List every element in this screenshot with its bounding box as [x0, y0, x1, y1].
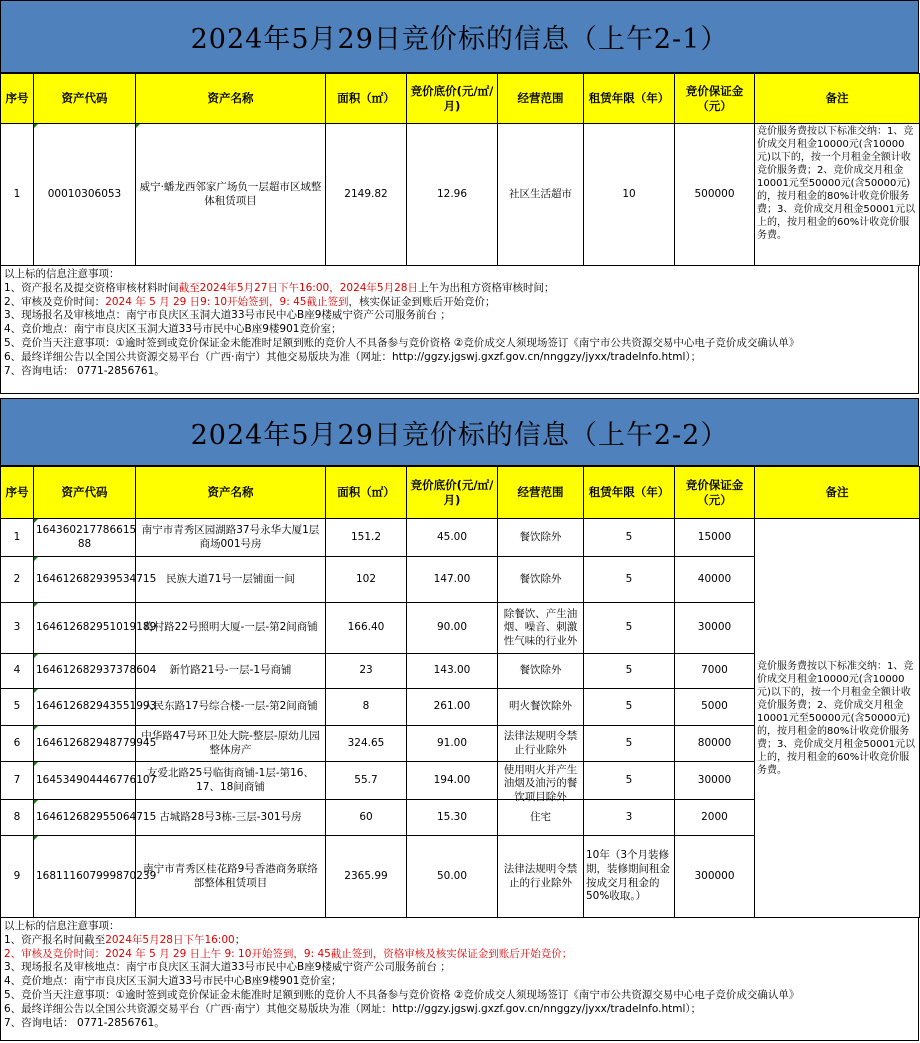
cell-price: 15.30: [407, 800, 498, 836]
cell-price: 194.00: [407, 762, 498, 800]
header-code: 资产代码: [34, 467, 136, 519]
cell-area: 166.40: [326, 603, 407, 654]
header-years: 租赁年限（年）: [584, 74, 675, 124]
cell-deposit: 7000: [675, 654, 755, 689]
cell-years: 10年（3个月装修期，装修期间租金按成交月租金的50%收取。）: [584, 836, 675, 918]
note-4: 4、竞价地点：南宁市良庆区玉洞大道33号市民中心B座9楼901竞价室；: [4, 323, 342, 336]
cell-area: 102: [326, 557, 407, 603]
note-2: 2、审核及竞价时间：2024 年 5 月 29 日上午 9: 10开始签到，9: 45截止签到，资格审核及核实保证金到账后开始竞价；: [4, 947, 573, 960]
section2-header-row: [1, 467, 920, 519]
cell-price: 147.00: [407, 557, 498, 603]
section2-title: 2024年5月29日竞价标的信息（上午2-2）: [0, 398, 919, 466]
cell-no: 1: [1, 124, 34, 266]
note-6: 6、最终详细公告以全国公共资源交易平台（广西·南宁）其他交易版块为准（网址：http://ggzy.jgswj.gxzf.gov.cn/nnggzy/jyxx/tradeInfo.html）；: [4, 1002, 702, 1015]
cell-scope: 住宅: [498, 800, 584, 836]
cell-no: 2: [1, 557, 34, 603]
cell-deposit: 500000: [675, 124, 755, 266]
section1-header-row: [1, 74, 920, 124]
note-1-part-a: 1、资产报名及提交资格审核材料时间: [4, 281, 179, 294]
note-1: [4, 934, 915, 948]
cell-area: 60: [326, 800, 407, 836]
cell-no: 4: [1, 654, 34, 689]
cell-price: 91.00: [407, 726, 498, 762]
note-3: 3、现场报名及审核地点：南宁市良庆区玉洞大道33号市民中心B座9楼威宁资产公司服务前台 ；: [4, 309, 451, 322]
cell-area: 2365.99: [326, 836, 407, 918]
cell-code: 164612682943551993: [34, 689, 136, 726]
cell-deposit: 40000: [675, 557, 755, 603]
note-heading: 以上标的信息注意事项：: [4, 268, 120, 280]
cell-scope: 除餐饮、产生油烟、噪音、刺激性气味的行业外: [498, 603, 584, 654]
cell-area: 8: [326, 689, 407, 726]
header-name: 资产名称: [136, 74, 326, 124]
cell-area: 55.7: [326, 762, 407, 800]
header-price: 竞价底价(元/㎡/月): [407, 467, 498, 519]
cell-code: 164612682951019189: [34, 603, 136, 654]
cell-years: 5: [584, 654, 675, 689]
cell-no: 9: [1, 836, 34, 918]
cell-name: 中华路47号环卫处大院-整层-原幼儿园整体房产: [136, 726, 326, 762]
cell-scope: 餐饮除外: [498, 519, 584, 557]
cell-years: 5: [584, 726, 675, 762]
header-no: 序号: [1, 74, 34, 124]
section2-notes: [0, 918, 919, 1041]
cell-deposit: 2000: [675, 800, 755, 836]
cell-scope: 法律法规明令禁止行业除外: [498, 726, 584, 762]
cell-no: 1: [1, 519, 34, 557]
cell-price: 261.00: [407, 689, 498, 726]
note-1-part-a: 1、资产报名时间截至: [4, 933, 106, 946]
cell-code: 164534904446776107: [34, 762, 136, 800]
cell-price: 90.00: [407, 603, 498, 654]
note-1-part-b: 截至2024年5月27日下午16:00，2024年5月28日: [178, 281, 418, 294]
header-area: 面积（㎡）: [326, 74, 407, 124]
cell-deposit: 300000: [675, 836, 755, 918]
cell-remark: 竞价服务费按以下标准交纳：1、竞价成交月租金10000元(含10000元)以下的，按一个月租金全额计收竞价服务费；2、竞价成交月租金10001元至50000元(含50000元)的，按月租金的80%计收竞价服务费；3、竞价成交月租金50001元以上的，按月租金的60%计收竞价服务费。: [755, 519, 920, 918]
cell-no: 6: [1, 726, 34, 762]
cell-scope: 社区生活超市: [498, 124, 584, 266]
cell-name: 友爱北路25号临街商铺-1层-第16、17、18间商铺: [136, 762, 326, 800]
section2-table: [0, 466, 920, 918]
cell-deposit: 80000: [675, 726, 755, 762]
header-price: 竞价底价(元/㎡/月): [407, 74, 498, 124]
cell-no: 5: [1, 689, 34, 726]
cell-years: 5: [584, 689, 675, 726]
note-7: 7、咨询电话： 0771-2856761。: [4, 1016, 165, 1029]
cell-no: 7: [1, 762, 34, 800]
cell-scope: 明火餐饮除外: [498, 689, 584, 726]
note-7: 7、咨询电话： 0771-2856761。: [4, 364, 165, 377]
cell-price: 45.00: [407, 519, 498, 557]
cell-code: 164612682955064715: [34, 800, 136, 836]
cell-deposit: 5000: [675, 689, 755, 726]
note-heading: 以上标的信息注意事项：: [4, 920, 120, 932]
note-2-part-a: 2、审核及竞价时间：: [4, 295, 106, 308]
cell-price: 50.00: [407, 836, 498, 918]
section1-title: 2024年5月29日竞价标的信息（上午2-1）: [0, 0, 919, 73]
header-no: 序号: [1, 467, 34, 519]
cell-years: 10: [584, 124, 675, 266]
cell-area: 23: [326, 654, 407, 689]
cell-name: 南宁市青秀区桂花路9号香港商务联络部整体租赁项目: [136, 836, 326, 918]
cell-name: 新竹路21号-一层-1号商铺: [136, 654, 326, 689]
note-1: [4, 282, 915, 296]
note-2: [4, 296, 915, 310]
note-2-part-c: ，核实保证金到账后开始竞价；: [348, 295, 496, 308]
cell-no: 3: [1, 603, 34, 654]
cell-area: 151.2: [326, 519, 407, 557]
cell-no: 8: [1, 800, 34, 836]
cell-years: 5: [584, 762, 675, 800]
cell-code: 164612682948779945: [34, 726, 136, 762]
remark-text: 竞价服务费按以下标准交纳：1、竞价成交月租金10000元(含10000元)以下的，按一个月租金全额计收竞价服务费；2、竞价成交月租金10001元至50000元(含50000元)的，按月租金的80%计收竞价服务费；3、竞价成交月租金50001元以上的，按月租金的60%计收竞价服务费。: [757, 126, 916, 241]
cell-scope-text: 使用明火并产生油烟及油污的餐饮项目除外: [503, 763, 578, 803]
cell-deposit: 30000: [675, 603, 755, 654]
cell-deposit: 30000: [675, 762, 755, 800]
cell-deposit: 15000: [675, 519, 755, 557]
cell-name: 古城路28号3栋-三层-301号房: [136, 800, 326, 836]
header-scope: 经营范围: [498, 467, 584, 519]
note-2-part-b: 2024 年 5 月 29 日9: 10开始签到，9: 45截止签到: [105, 295, 349, 308]
note-5: 5、竞价当天注意事项：①逾时签到或竞价保证金未能准时足额到账的竞价人不具备参与竞价资格 ②竞价成交人须现场签订《南宁市公共资源交易中心电子竞价成交确认单》: [4, 988, 800, 1001]
note-1-part-b: 2024年5月28日下午16:00: [105, 933, 235, 946]
cell-years: 5: [584, 519, 675, 557]
cell-name: 民族大道71号一层铺面一间: [136, 557, 326, 603]
header-deposit: 竞价保证金（元）: [675, 74, 755, 124]
cell-years: 3: [584, 800, 675, 836]
note-6: 6、最终详细公告以全国公共资源交易平台（广西·南宁）其他交易版块为准（网址：http://ggzy.jgswj.gxzf.gov.cn/nnggzy/jyxx/tradeInfo.html）；: [4, 350, 702, 363]
cell-scope: [498, 762, 584, 803]
cell-scope: 餐饮除外: [498, 654, 584, 689]
cell-scope: 餐饮除外: [498, 557, 584, 603]
note-1-part-c: 上午为出租方资格审核时间；: [417, 281, 555, 294]
note-3: 3、现场报名及审核地点：南宁市良庆区玉洞大道33号市民中心B座9楼威宁资产公司服务前台 ；: [4, 961, 451, 974]
cell-name: 威宁·蟠龙西邻家广场负一层超市区域整体租赁项目: [136, 124, 326, 266]
table-row: [1, 124, 920, 266]
cell-code: 164360217786615 88: [34, 519, 136, 557]
cell-scope: 法律法规明令禁止的行业除外: [498, 836, 584, 918]
cell-name: 葛村路22号照明大厦-一层-第2间商铺: [136, 603, 326, 654]
cell-price: 143.00: [407, 654, 498, 689]
cell-code: 00010306053: [34, 124, 136, 266]
cell-area: 324.65: [326, 726, 407, 762]
section1-table: [0, 73, 920, 266]
cell-years: 5: [584, 603, 675, 654]
header-years: 租赁年限（年）: [584, 467, 675, 519]
cell-years: 5: [584, 557, 675, 603]
header-remark: 备注: [755, 467, 920, 519]
cell-remark: [755, 124, 920, 266]
table-row: [1, 519, 920, 557]
cell-code: 168111607999870239: [34, 836, 136, 918]
header-remark: 备注: [755, 74, 920, 124]
header-area: 面积（㎡）: [326, 467, 407, 519]
header-deposit: 竞价保证金（元）: [675, 467, 755, 519]
header-code: 资产代码: [34, 74, 136, 124]
section1-notes: [0, 266, 919, 394]
cell-code: 164612682939534715: [34, 557, 136, 603]
header-scope: 经营范围: [498, 74, 584, 124]
cell-name: 人民东路17号综合楼-一层-第2间商铺: [136, 689, 326, 726]
header-name: 资产名称: [136, 467, 326, 519]
note-4: 4、竞价地点：南宁市良庆区玉洞大道33号市民中心B座9楼901竞价室；: [4, 975, 342, 988]
note-1-part-c: ；: [234, 933, 246, 946]
note-5: 5、竞价当天注意事项：①逾时签到或竞价保证金未能准时足额到账的竞价人不具备参与竞价资格 ②竞价成交人须现场签订《南宁市公共资源交易中心电子竞价成交确认单》: [4, 336, 800, 349]
cell-price: 12.96: [407, 124, 498, 266]
cell-name: 南宁市青秀区园湖路37号永华大厦1层商场001号房: [136, 519, 326, 557]
cell-area: 2149.82: [326, 124, 407, 266]
cell-code: 164612682937378604: [34, 654, 136, 689]
